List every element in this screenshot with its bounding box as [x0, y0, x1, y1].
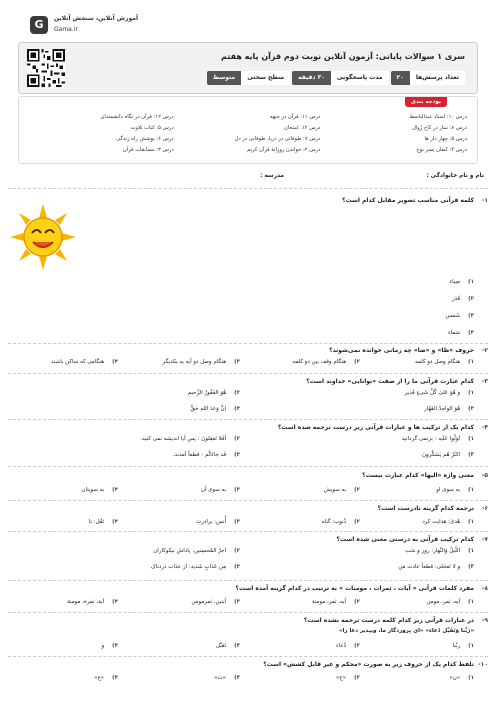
- topic-item: درس ۱۰: استاد عبدالباسط: [409, 114, 467, 120]
- option-1[interactable]: ۱)هُدیٰ: هدایت کرد: [422, 519, 474, 525]
- question-count-value: ۲۰: [391, 71, 410, 85]
- option-4[interactable]: ۴)مِن عَذابٍ شَدید: از عذاب دردناک: [150, 564, 240, 570]
- divider: [8, 373, 488, 374]
- question-number: ۴-: [481, 424, 488, 431]
- option-2[interactable]: ۲)آیه، ثمر، مومنة: [311, 599, 360, 605]
- topics-grid: [27, 114, 467, 154]
- option-3[interactable]: ۳)آیتین، ثمرمومن: [191, 599, 240, 605]
- option-3[interactable]: ۳)«ت»: [214, 675, 240, 681]
- question-stem: کدام ترکیب قرآنی به درستی معنی شده است؟: [336, 536, 474, 543]
- topic-item: درس ۵: کتاب تلاوت: [130, 125, 174, 131]
- school-label: مدرسه :: [260, 173, 284, 179]
- question-number: ۲-: [481, 347, 488, 354]
- duration-value: ۳۰ دقیقه: [292, 71, 331, 85]
- question-stem: ترجمه کدام گزینه نادرست است؟: [377, 505, 474, 512]
- student-name-label: نام و نام خانوادگی :: [426, 173, 484, 179]
- question-number: ۷-: [481, 536, 488, 543]
- option-3[interactable]: ۳)اکثَرُ هُم یَشکُرونَ: [422, 452, 474, 458]
- divider: [8, 580, 488, 581]
- option-3[interactable]: ۳)هنگام وصل دو آیه به یکدیگر: [162, 359, 240, 365]
- question-stem: کدام یک از ترکیب ها و عبارات قرآنی زیر درست ترجمه شده است؟: [277, 424, 474, 431]
- question-4: [8, 424, 488, 464]
- divider: [8, 531, 488, 532]
- brand: [30, 14, 190, 38]
- option-2[interactable]: ۲)اَجرُ المُحسِنین: پاداش نیکوکاران: [153, 548, 240, 554]
- topic-item: درس ۳: مسابقات قرآن: [122, 147, 174, 153]
- difficulty-chip: [207, 71, 290, 85]
- option-1[interactable]: ۱)اَللّیلُ وَالنَّهار: روز و شب: [405, 548, 474, 554]
- question-stem: معنی واژه «الیها» کدام عبارت نیست؟: [362, 472, 474, 479]
- exam-title: سری ۱ سوالات پایانی: آزمون آنلاین نوبت دوم قرآن پایه هفتم: [221, 52, 465, 61]
- question-stem: کلمه قرآنی مناسب تصویر مقابل کدام است؟: [342, 197, 474, 204]
- topic-item: درس ۷: طوفانی در دریا، طوفانی در دل: [234, 136, 321, 142]
- option-1[interactable]: ۱)تُوَلّوا عَلَیه : برنمی گردانید: [401, 436, 474, 442]
- question-number: ۶-: [481, 505, 488, 512]
- difficulty-label: سطح سختی: [241, 71, 290, 85]
- question-stem: کدام عبارت قرآنی ما را از صفت «توانایی» خداوند است؟: [306, 378, 474, 385]
- option-1[interactable]: ۱)ضِیاء: [449, 279, 474, 285]
- option-4[interactable]: ۴)و: [101, 643, 118, 649]
- question-10: [8, 661, 488, 691]
- option-2[interactable]: ۲)«ج»: [335, 675, 360, 681]
- question-1: [8, 197, 488, 347]
- option-3[interactable]: ۳)به سوی آن: [200, 487, 240, 493]
- question-number: ۳-: [481, 378, 488, 385]
- divider: [8, 500, 488, 501]
- option-4[interactable]: ۴)إنَّ وَعدَ اللهِ حَقٌّ: [190, 406, 240, 412]
- brand-tagline: آموزش آنلاین، سنجش آنلاین: [54, 15, 139, 22]
- option-2[interactable]: ۲)قَدَر: [451, 296, 474, 302]
- question-stem: در عبارات قرآنی زیر کدام کلمه درست ترجمه نشده است؟: [303, 617, 474, 624]
- option-1[interactable]: ۱)به سوی او: [436, 487, 474, 493]
- topic-item: درس ۱۲: قرآن در نگاه دانشمندان: [100, 114, 174, 120]
- question-6: [8, 505, 488, 533]
- budget-topics: [18, 96, 478, 164]
- divider: [8, 612, 488, 613]
- duration-label: مدت پاسخگویی: [331, 71, 389, 85]
- difficulty-value: متوسط: [207, 71, 241, 85]
- topic-item: درس ۱۱: قرآن در جبهه: [269, 114, 321, 120]
- option-3[interactable]: ۳)و لا تَعجَلی: قطعاً عادت مَن: [398, 564, 474, 570]
- question-stem: حروف «ظا» و «ضا» چه زمانی خوانده نمی‌شوند؟: [329, 347, 474, 354]
- topic-item: درس ۱۲: امتحان: [284, 125, 321, 131]
- option-4[interactable]: ۴)تَقُل: تا: [88, 519, 118, 525]
- question-stem: مفرد کلمات قرآنی « آیات ، ثمرات ، مومنات » به ترتیب در کدام گزینه آمده است؟: [235, 585, 474, 592]
- divider: [8, 188, 488, 189]
- question-stem: تلفظ کدام یک از حروف زیر به صورت «محکم و غیر قابل کشش» است؟: [263, 661, 474, 668]
- qr-code-icon: [27, 49, 65, 87]
- budget-tag: بودجه بندی: [405, 97, 447, 107]
- sun-image: [8, 202, 78, 272]
- option-2[interactable]: ۲)هُوَ الغَفُورُ الرَّحیم: [187, 390, 240, 396]
- topic-item: درس ۸: نماز در کاخ زُوال: [412, 125, 467, 131]
- option-1[interactable]: ۱)هنگام وصل دو کلمه: [415, 359, 474, 365]
- option-1[interactable]: ۱)ربّنا: [452, 643, 474, 649]
- option-3[interactable]: ۳)هُوَ الواحِدُ القَهّار: [424, 406, 474, 412]
- exam-header: [18, 42, 478, 94]
- brand-domain[interactable]: Gama.ir: [54, 26, 78, 33]
- option-4[interactable]: ۴)«ع»: [94, 675, 118, 681]
- option-1[interactable]: ۱)و هُوَ عَلیٰ كُلِّ شَیءٍ قَدیر: [404, 390, 474, 396]
- topic-item: درس ۴: کنعان پسر نوح: [416, 147, 467, 153]
- question-sub-text: «رَبَّنا وَتَقَبَّل دُعاء» «ای پروردگار ما، وبپذیر دعا را»: [338, 628, 474, 634]
- exam-info: [207, 71, 465, 85]
- option-2[interactable]: ۲)أفَلا تَعقِلونَ : پس آیا اندیشه نمی کنید.: [140, 436, 240, 442]
- option-2[interactable]: ۲)به سویش: [323, 487, 360, 493]
- option-4[interactable]: ۴)به سویتان: [81, 487, 118, 493]
- topic-item: درس ۶: پوشش راه زندگی: [116, 136, 174, 142]
- question-3: [8, 378, 488, 418]
- duration-chip: [292, 71, 388, 85]
- student-info-row: [14, 173, 484, 179]
- question-count-label: تعداد پرسش‌ها: [410, 71, 465, 85]
- divider: [8, 343, 488, 344]
- question-5: [8, 472, 488, 500]
- question-8: [8, 585, 488, 613]
- option-3[interactable]: ۳)أُنس: برادرت: [196, 519, 240, 525]
- question-number: ۹-: [481, 617, 488, 624]
- option-2[interactable]: ۲)هنگام وقف بین دو کلمه: [292, 359, 360, 365]
- option-2[interactable]: ۲)ذُنوب: گناه: [321, 519, 360, 525]
- divider: [8, 656, 488, 657]
- question-7: [8, 536, 488, 576]
- option-1[interactable]: ۱)«ن»: [449, 675, 474, 681]
- topic-item: درس ۵: چهار دار ها: [424, 136, 467, 142]
- option-4[interactable]: ۴)سَماء: [448, 330, 474, 336]
- option-4[interactable]: ۴)هنگامی که ساکن باشند: [51, 359, 118, 365]
- option-2[interactable]: ۲)دُعاء: [336, 643, 360, 649]
- question-number: ۱۰-: [478, 661, 488, 668]
- topic-item: درس ۲: خواندن روزانهٔ قرآن کریم: [247, 147, 321, 153]
- divider: [8, 419, 488, 420]
- question-number: ۸-: [481, 585, 488, 592]
- question-number: ۱-: [481, 197, 488, 204]
- option-3[interactable]: ۳)تَقَبَّل: [215, 643, 240, 649]
- question-number: ۵-: [481, 472, 488, 479]
- divider: [8, 466, 488, 467]
- option-4[interactable]: ۴)قَد جاءَكُم : قطعاً آمدند.: [172, 452, 240, 458]
- option-3[interactable]: ۳)شَمس: [445, 313, 474, 319]
- question-9: [8, 617, 488, 657]
- gama-logo: G: [30, 16, 48, 34]
- option-1[interactable]: ۱)آیه، ثمر، مومن: [426, 599, 474, 605]
- option-4[interactable]: ۴)آیة، ثمرة، مومنة: [67, 599, 118, 605]
- question-count-chip: [391, 71, 465, 85]
